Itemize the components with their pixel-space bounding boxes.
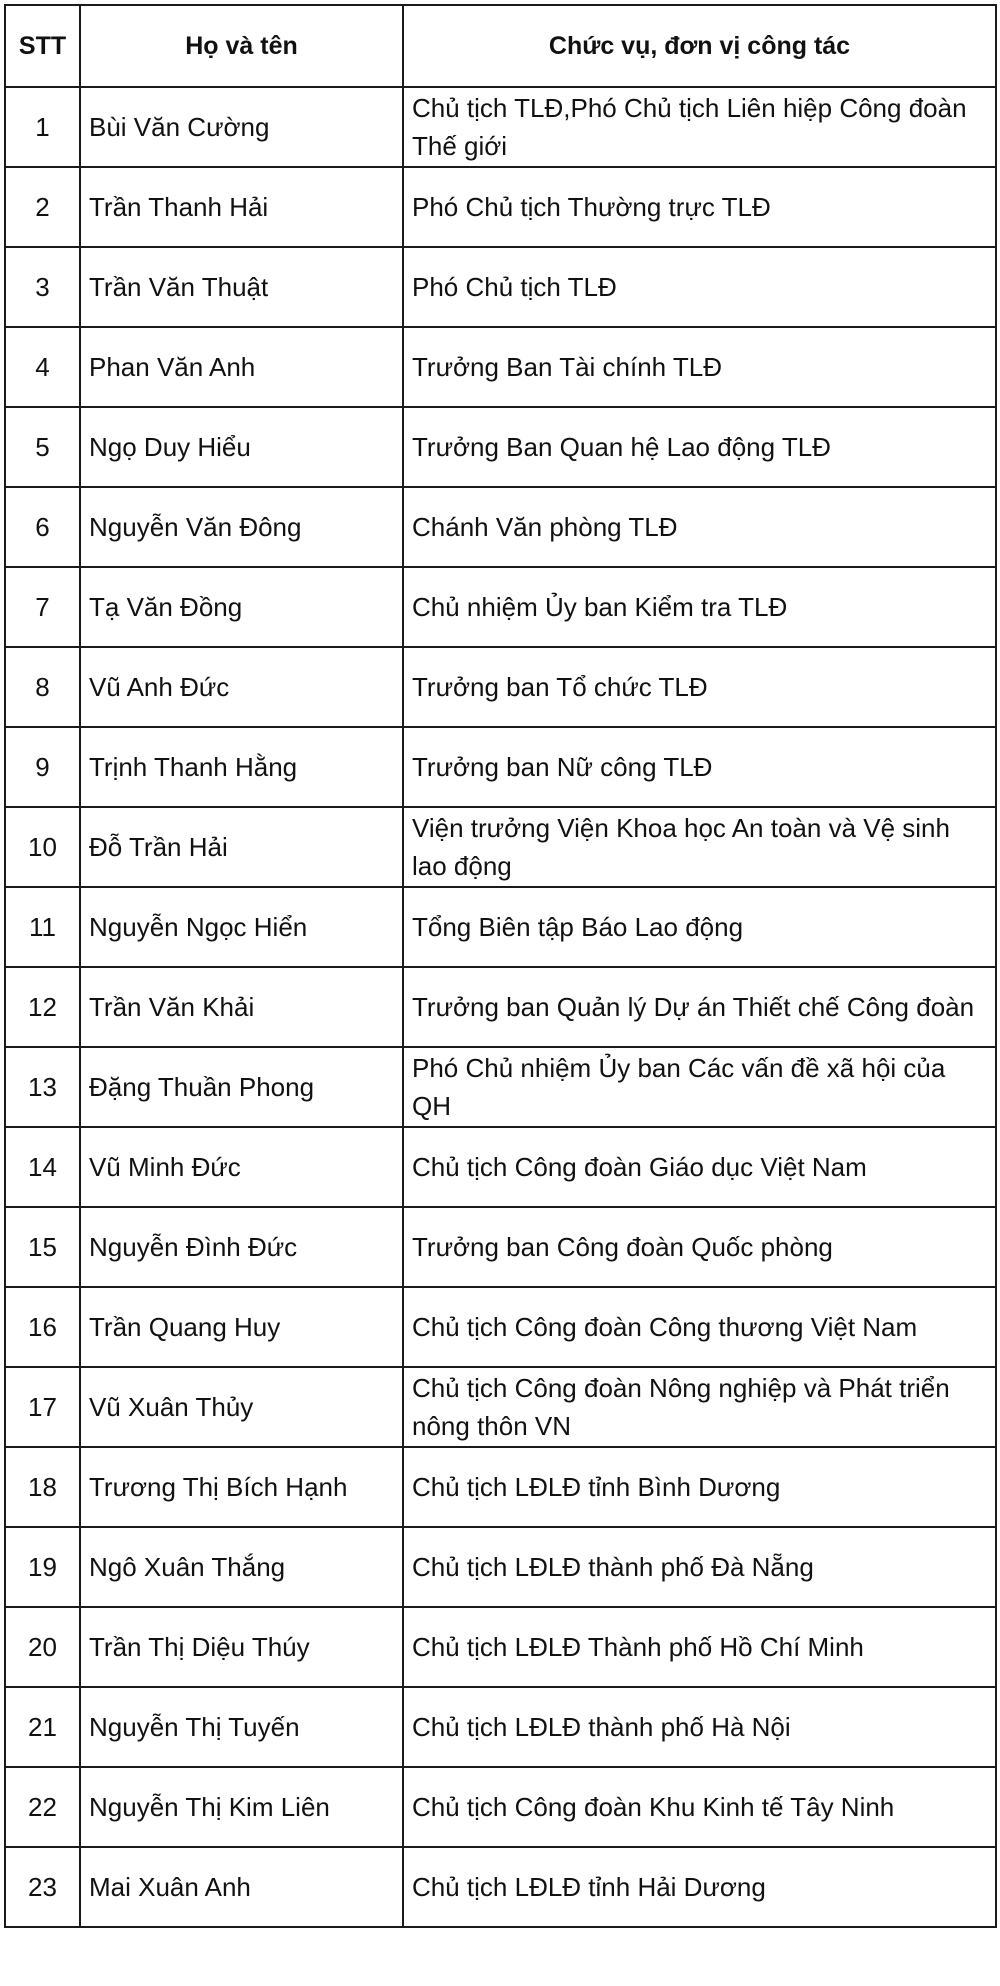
row-stt-cell: 4: [5, 327, 80, 407]
row-name-cell: Trương Thị Bích Hạnh: [80, 1447, 403, 1527]
row-role-cell: Chủ tịch Công đoàn Khu Kinh tế Tây Ninh: [403, 1767, 996, 1847]
row-name-cell: Trần Văn Khải: [80, 967, 403, 1047]
row-stt-cell: 13: [5, 1047, 80, 1127]
row-name-cell: Đỗ Trần Hải: [80, 807, 403, 887]
row-role-cell: Viện trưởng Viện Khoa học An toàn và Vệ sinh lao động: [403, 807, 996, 887]
row-stt-cell: 8: [5, 647, 80, 727]
table-row: [5, 807, 996, 887]
table-row: [5, 647, 996, 727]
row-name-cell: Phan Văn Anh: [80, 327, 403, 407]
table-row: [5, 727, 996, 807]
row-name-cell: Nguyễn Đình Đức: [80, 1207, 403, 1287]
row-name-cell: Tạ Văn Đồng: [80, 567, 403, 647]
member-table: [4, 4, 997, 1928]
row-role-cell: Trưởng Ban Quan hệ Lao động TLĐ: [403, 407, 996, 487]
row-name-cell: Vũ Xuân Thủy: [80, 1367, 403, 1447]
table-row: [5, 967, 996, 1047]
row-name-cell: Ngọ Duy Hiểu: [80, 407, 403, 487]
row-role-cell: Chủ tịch LĐLĐ tỉnh Bình Dương: [403, 1447, 996, 1527]
table-row: [5, 1287, 996, 1367]
row-role-cell: Chủ tịch LĐLĐ tỉnh Hải Dương: [403, 1847, 996, 1927]
row-stt-cell: 10: [5, 807, 80, 887]
row-stt-cell: 1: [5, 87, 80, 167]
row-stt-cell: 5: [5, 407, 80, 487]
table-row: [5, 567, 996, 647]
table-row: [5, 87, 996, 167]
row-stt-cell: 9: [5, 727, 80, 807]
row-stt-cell: 15: [5, 1207, 80, 1287]
row-name-cell: Nguyễn Ngọc Hiển: [80, 887, 403, 967]
row-stt-cell: 22: [5, 1767, 80, 1847]
table-row: [5, 1447, 996, 1527]
table-row: [5, 1127, 996, 1207]
row-role-cell: Chủ tịch TLĐ,Phó Chủ tịch Liên hiệp Công đoàn Thế giới: [403, 87, 996, 167]
table-row: [5, 1687, 996, 1767]
row-role-cell: Phó Chủ tịch Thường trực TLĐ: [403, 167, 996, 247]
row-role-cell: Chánh Văn phòng TLĐ: [403, 487, 996, 567]
table-body: [5, 87, 996, 1927]
row-role-cell: Trưởng ban Nữ công TLĐ: [403, 727, 996, 807]
row-role-cell: Trưởng ban Công đoàn Quốc phòng: [403, 1207, 996, 1287]
row-role-cell: Tổng Biên tập Báo Lao động: [403, 887, 996, 967]
table-row: [5, 1047, 996, 1127]
row-stt-cell: 7: [5, 567, 80, 647]
row-stt-cell: 19: [5, 1527, 80, 1607]
row-stt-cell: 3: [5, 247, 80, 327]
row-stt-cell: 11: [5, 887, 80, 967]
row-name-cell: Trần Văn Thuật: [80, 247, 403, 327]
row-role-cell: Trưởng ban Quản lý Dự án Thiết chế Công đoàn: [403, 967, 996, 1047]
row-name-cell: Vũ Anh Đức: [80, 647, 403, 727]
table-row: [5, 1207, 996, 1287]
row-role-cell: Phó Chủ tịch TLĐ: [403, 247, 996, 327]
table-row: [5, 1527, 996, 1607]
header-stt: STT: [5, 5, 80, 87]
table-row: [5, 887, 996, 967]
header-name: Họ và tên: [80, 5, 403, 87]
row-role-cell: Trưởng ban Tổ chức TLĐ: [403, 647, 996, 727]
row-stt-cell: 12: [5, 967, 80, 1047]
row-role-cell: Chủ nhiệm Ủy ban Kiểm tra TLĐ: [403, 567, 996, 647]
row-role-cell: Chủ tịch LĐLĐ Thành phố Hồ Chí Minh: [403, 1607, 996, 1687]
row-stt-cell: 17: [5, 1367, 80, 1447]
row-role-cell: Chủ tịch Công đoàn Giáo dục Việt Nam: [403, 1127, 996, 1207]
row-name-cell: Mai Xuân Anh: [80, 1847, 403, 1927]
table-row: [5, 247, 996, 327]
header-role: Chức vụ, đơn vị công tác: [403, 5, 996, 87]
row-name-cell: Bùi Văn Cường: [80, 87, 403, 167]
table-row: [5, 407, 996, 487]
row-stt-cell: 21: [5, 1687, 80, 1767]
row-stt-cell: 14: [5, 1127, 80, 1207]
table-row: [5, 1847, 996, 1927]
row-role-cell: Chủ tịch Công đoàn Nông nghiệp và Phát triển nông thôn VN: [403, 1367, 996, 1447]
row-name-cell: Đặng Thuần Phong: [80, 1047, 403, 1127]
row-role-cell: Chủ tịch LĐLĐ thành phố Hà Nội: [403, 1687, 996, 1767]
row-name-cell: Nguyễn Thị Kim Liên: [80, 1767, 403, 1847]
row-stt-cell: 6: [5, 487, 80, 567]
row-stt-cell: 20: [5, 1607, 80, 1687]
table-row: [5, 167, 996, 247]
row-name-cell: Trần Thị Diệu Thúy: [80, 1607, 403, 1687]
row-name-cell: Trịnh Thanh Hằng: [80, 727, 403, 807]
row-name-cell: Nguyễn Văn Đông: [80, 487, 403, 567]
table-row: [5, 327, 996, 407]
row-stt-cell: 23: [5, 1847, 80, 1927]
row-role-cell: Phó Chủ nhiệm Ủy ban Các vấn đề xã hội của QH: [403, 1047, 996, 1127]
table-row: [5, 1367, 996, 1447]
table-row: [5, 1767, 996, 1847]
table-row: [5, 487, 996, 567]
member-list-sheet: [4, 4, 995, 1980]
row-stt-cell: 2: [5, 167, 80, 247]
row-name-cell: Trần Quang Huy: [80, 1287, 403, 1367]
header-row: [5, 5, 996, 87]
row-role-cell: Chủ tịch Công đoàn Công thương Việt Nam: [403, 1287, 996, 1367]
row-name-cell: Nguyễn Thị Tuyến: [80, 1687, 403, 1767]
row-name-cell: Trần Thanh Hải: [80, 167, 403, 247]
row-name-cell: Vũ Minh Đức: [80, 1127, 403, 1207]
row-stt-cell: 18: [5, 1447, 80, 1527]
row-role-cell: Trưởng Ban Tài chính TLĐ: [403, 327, 996, 407]
row-stt-cell: 16: [5, 1287, 80, 1367]
row-name-cell: Ngô Xuân Thắng: [80, 1527, 403, 1607]
row-role-cell: Chủ tịch LĐLĐ thành phố Đà Nẵng: [403, 1527, 996, 1607]
table-row: [5, 1607, 996, 1687]
